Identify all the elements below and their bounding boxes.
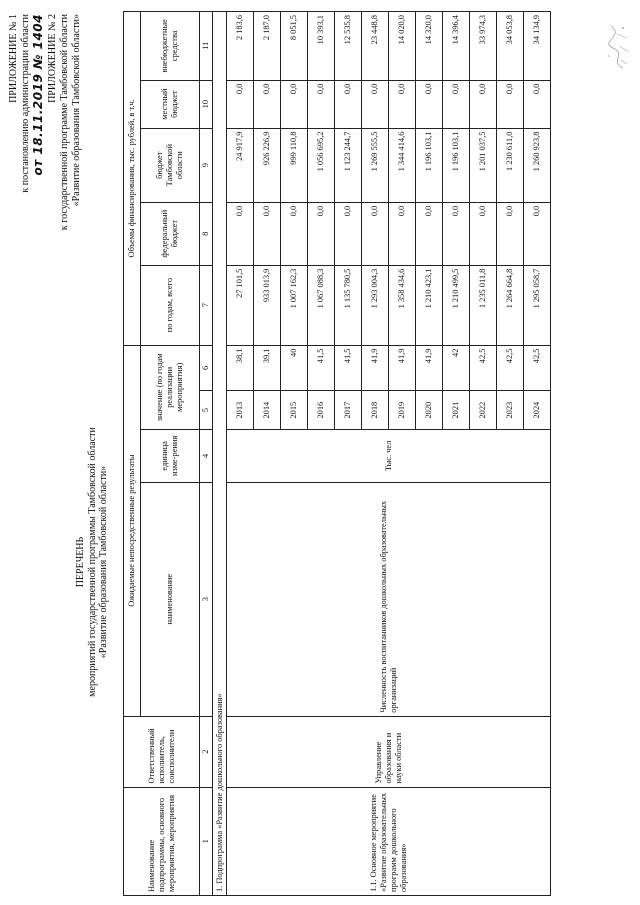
fin-federal-cell: 0,0 — [362, 202, 389, 265]
header-financing: Объемы финансирования, тыс. рублей, в т.ч. — [124, 12, 141, 346]
result-value-cell: 41,9 — [416, 345, 443, 391]
year-cell: 2016 — [308, 391, 335, 430]
document-title — [75, 372, 110, 752]
col-number: 6 — [200, 345, 213, 391]
header-fin-regional: бюджет Тамбовской области — [141, 128, 200, 202]
fin-total-cell: 1 135 780,5 — [335, 265, 362, 345]
header-result-value: значение (по годам реализации мероприятия) — [141, 345, 200, 430]
result-value-cell: 42,5 — [497, 345, 524, 391]
fin-total-cell: 1 007 162,3 — [281, 265, 308, 345]
fin-regional-cell: 926 226,9 — [254, 128, 281, 202]
fin-extra-cell: 14 020,0 — [389, 12, 416, 81]
fin-federal-cell: 0,0 — [416, 202, 443, 265]
table-row — [227, 12, 254, 896]
appendix-2-line2: «Развитие образования Тамбовской области» — [71, 14, 82, 207]
fin-federal-cell: 0,0 — [308, 202, 335, 265]
fin-extra-cell: 8 051,5 — [281, 12, 308, 81]
fin-total-cell: 1 235 011,8 — [470, 265, 497, 345]
title-sub2: «Развитие образования Тамбовской области» — [98, 465, 109, 659]
result-name-cell: Численность воспитанников дошкольных образовательных организаций — [227, 482, 551, 716]
header-executor: Ответственный исполнитель, соисполнители — [124, 716, 200, 787]
fin-regional-cell: 999 110,8 — [281, 128, 308, 202]
activity-name-cell: 1.1. Основное мероприятие «Развитие образовательных программ дошкольного образования» — [227, 787, 551, 895]
result-value-cell: 40 — [281, 345, 308, 391]
result-value-cell: 41,9 — [389, 345, 416, 391]
activities-table — [123, 11, 551, 896]
result-value-cell: 41,5 — [308, 345, 335, 391]
appendix-2-block — [47, 14, 83, 230]
header-fin-local: местный бюджет — [141, 80, 200, 128]
fin-total-cell: 1 067 088,3 — [308, 265, 335, 345]
fin-federal-cell: 0,0 — [335, 202, 362, 265]
header-fin-total: по годам, всего — [141, 265, 200, 345]
fin-total-cell: 1 295 058,7 — [524, 265, 551, 345]
fin-federal-cell: 0,0 — [497, 202, 524, 265]
document-page — [3, 2, 638, 902]
appendix-1-label: ПРИЛОЖЕНИЕ № 1 — [8, 14, 19, 103]
column-number-row — [200, 12, 213, 896]
year-cell: 2014 — [254, 391, 281, 430]
year-cell: 2018 — [362, 391, 389, 430]
fin-extra-cell: 33 974,3 — [470, 12, 497, 81]
fin-extra-cell: 34 053,8 — [497, 12, 524, 81]
col-number: 2 — [200, 716, 213, 787]
header-expected-results: Ожидаемые непосредственные результаты — [124, 345, 141, 716]
result-value-cell: 42 — [443, 345, 470, 391]
col-number: 1 — [200, 787, 213, 895]
year-cell: 2022 — [470, 391, 497, 430]
year-cell: 2021 — [443, 391, 470, 430]
header-name: Наименование подпрограммы, основного мероприятия, мероприятия — [124, 787, 200, 895]
result-value-cell: 39,1 — [254, 345, 281, 391]
col-number: 10 — [200, 80, 213, 128]
year-cell: 2019 — [389, 391, 416, 430]
fin-local-cell: 0,0 — [281, 80, 308, 128]
fin-federal-cell: 0,0 — [524, 202, 551, 265]
result-value-cell: 41,9 — [362, 345, 389, 391]
fin-regional-cell: 1 196 103,1 — [443, 128, 470, 202]
fin-total-cell: 1 264 664,8 — [497, 265, 524, 345]
fin-regional-cell: 1 269 555,5 — [362, 128, 389, 202]
fin-federal-cell: 0,0 — [281, 202, 308, 265]
result-value-cell: 42,5 — [524, 345, 551, 391]
fin-total-cell: 933 013,9 — [254, 265, 281, 345]
fin-extra-cell: 10 393,1 — [308, 12, 335, 81]
fin-federal-cell: 0,0 — [470, 202, 497, 265]
fin-federal-cell: 0,0 — [389, 202, 416, 265]
col-number: 7 — [200, 265, 213, 345]
result-value-cell: 38,1 — [227, 345, 254, 391]
fin-local-cell: 0,0 — [416, 80, 443, 128]
fin-regional-cell: 1 260 923,8 — [524, 128, 551, 202]
fin-local-cell: 0,0 — [389, 80, 416, 128]
fin-local-cell: 0,0 — [308, 80, 335, 128]
fin-federal-cell: 0,0 — [443, 202, 470, 265]
col-number: 8 — [200, 202, 213, 265]
header-result-unit: единица изме-рения — [141, 430, 200, 483]
fin-total-cell: 1 210 499,5 — [443, 265, 470, 345]
fin-regional-cell: 1 056 695,2 — [308, 128, 335, 202]
col-number: 11 — [200, 12, 213, 81]
col-number: 5 — [200, 391, 213, 430]
fin-local-cell: 0,0 — [254, 80, 281, 128]
fin-extra-cell: 14 320,0 — [416, 12, 443, 81]
fin-extra-cell: 23 448,8 — [362, 12, 389, 81]
fin-regional-cell: 24 917,9 — [227, 128, 254, 202]
col-number: 9 — [200, 128, 213, 202]
appendix-1-block — [8, 14, 44, 193]
header-result-name: наименование — [141, 482, 200, 716]
subprogram-row — [213, 12, 227, 896]
fin-extra-cell: 34 134,9 — [524, 12, 551, 81]
fin-total-cell: 1 293 004,3 — [362, 265, 389, 345]
fin-local-cell: 0,0 — [443, 80, 470, 128]
fin-extra-cell: 2 187,0 — [254, 12, 281, 81]
fin-total-cell: 1 210 423,1 — [416, 265, 443, 345]
appendix-2-line1: к государственной программе Тамбовской области — [59, 14, 70, 231]
fin-regional-cell: 1 196 103,1 — [416, 128, 443, 202]
appendix-2-label: ПРИЛОЖЕНИЕ № 2 — [47, 14, 58, 103]
header-fin-federal: федеральный бюджет — [141, 202, 200, 265]
fin-local-cell: 0,0 — [335, 80, 362, 128]
unit-cell: Тыс. чел — [227, 430, 551, 483]
fin-local-cell: 0,0 — [362, 80, 389, 128]
year-cell: 2023 — [497, 391, 524, 430]
fin-regional-cell: 1 344 414,6 — [389, 128, 416, 202]
year-cell: 2017 — [335, 391, 362, 430]
year-cell: 2024 — [524, 391, 551, 430]
appendix-1-decree: к постановлению администрации области — [20, 14, 31, 193]
fin-extra-cell: 12 535,8 — [335, 12, 362, 81]
result-value-cell: 41,5 — [335, 345, 362, 391]
fin-local-cell: 0,0 — [227, 80, 254, 128]
fin-federal-cell: 0,0 — [254, 202, 281, 265]
fin-local-cell: 0,0 — [497, 80, 524, 128]
col-number: 3 — [200, 482, 213, 716]
fin-extra-cell: 14 396,4 — [443, 12, 470, 81]
col-number: 4 — [200, 430, 213, 483]
fin-total-cell: 1 358 434,6 — [389, 265, 416, 345]
fin-federal-cell: 0,0 — [227, 202, 254, 265]
year-cell: 2013 — [227, 391, 254, 430]
year-cell: 2020 — [416, 391, 443, 430]
fin-regional-cell: 1 123 244,7 — [335, 128, 362, 202]
title-main: ПЕРЕЧЕНЬ — [75, 536, 86, 588]
result-value-cell: 42,5 — [470, 345, 497, 391]
appendix-1-date-number: от 18.11.2019 № 1404 — [31, 14, 45, 176]
fin-regional-cell: 1 230 611,0 — [497, 128, 524, 202]
fin-total-cell: 27 101,5 — [227, 265, 254, 345]
header-fin-extra: внебюджетные средства — [141, 12, 200, 81]
executor-cell: Управление образования и науки области — [227, 716, 551, 787]
fin-regional-cell: 1 201 037,5 — [470, 128, 497, 202]
fin-local-cell: 0,0 — [470, 80, 497, 128]
fin-extra-cell: 2 183,6 — [227, 12, 254, 81]
title-sub1: мероприятий государственной программы Тамбовской области — [86, 427, 98, 697]
year-cell: 2015 — [281, 391, 308, 430]
fin-local-cell: 0,0 — [524, 80, 551, 128]
subprogram-title: 1. Подпрограмма «Развитие дошкольного образования» — [213, 12, 227, 896]
scan-mark-icon — [603, 20, 631, 72]
